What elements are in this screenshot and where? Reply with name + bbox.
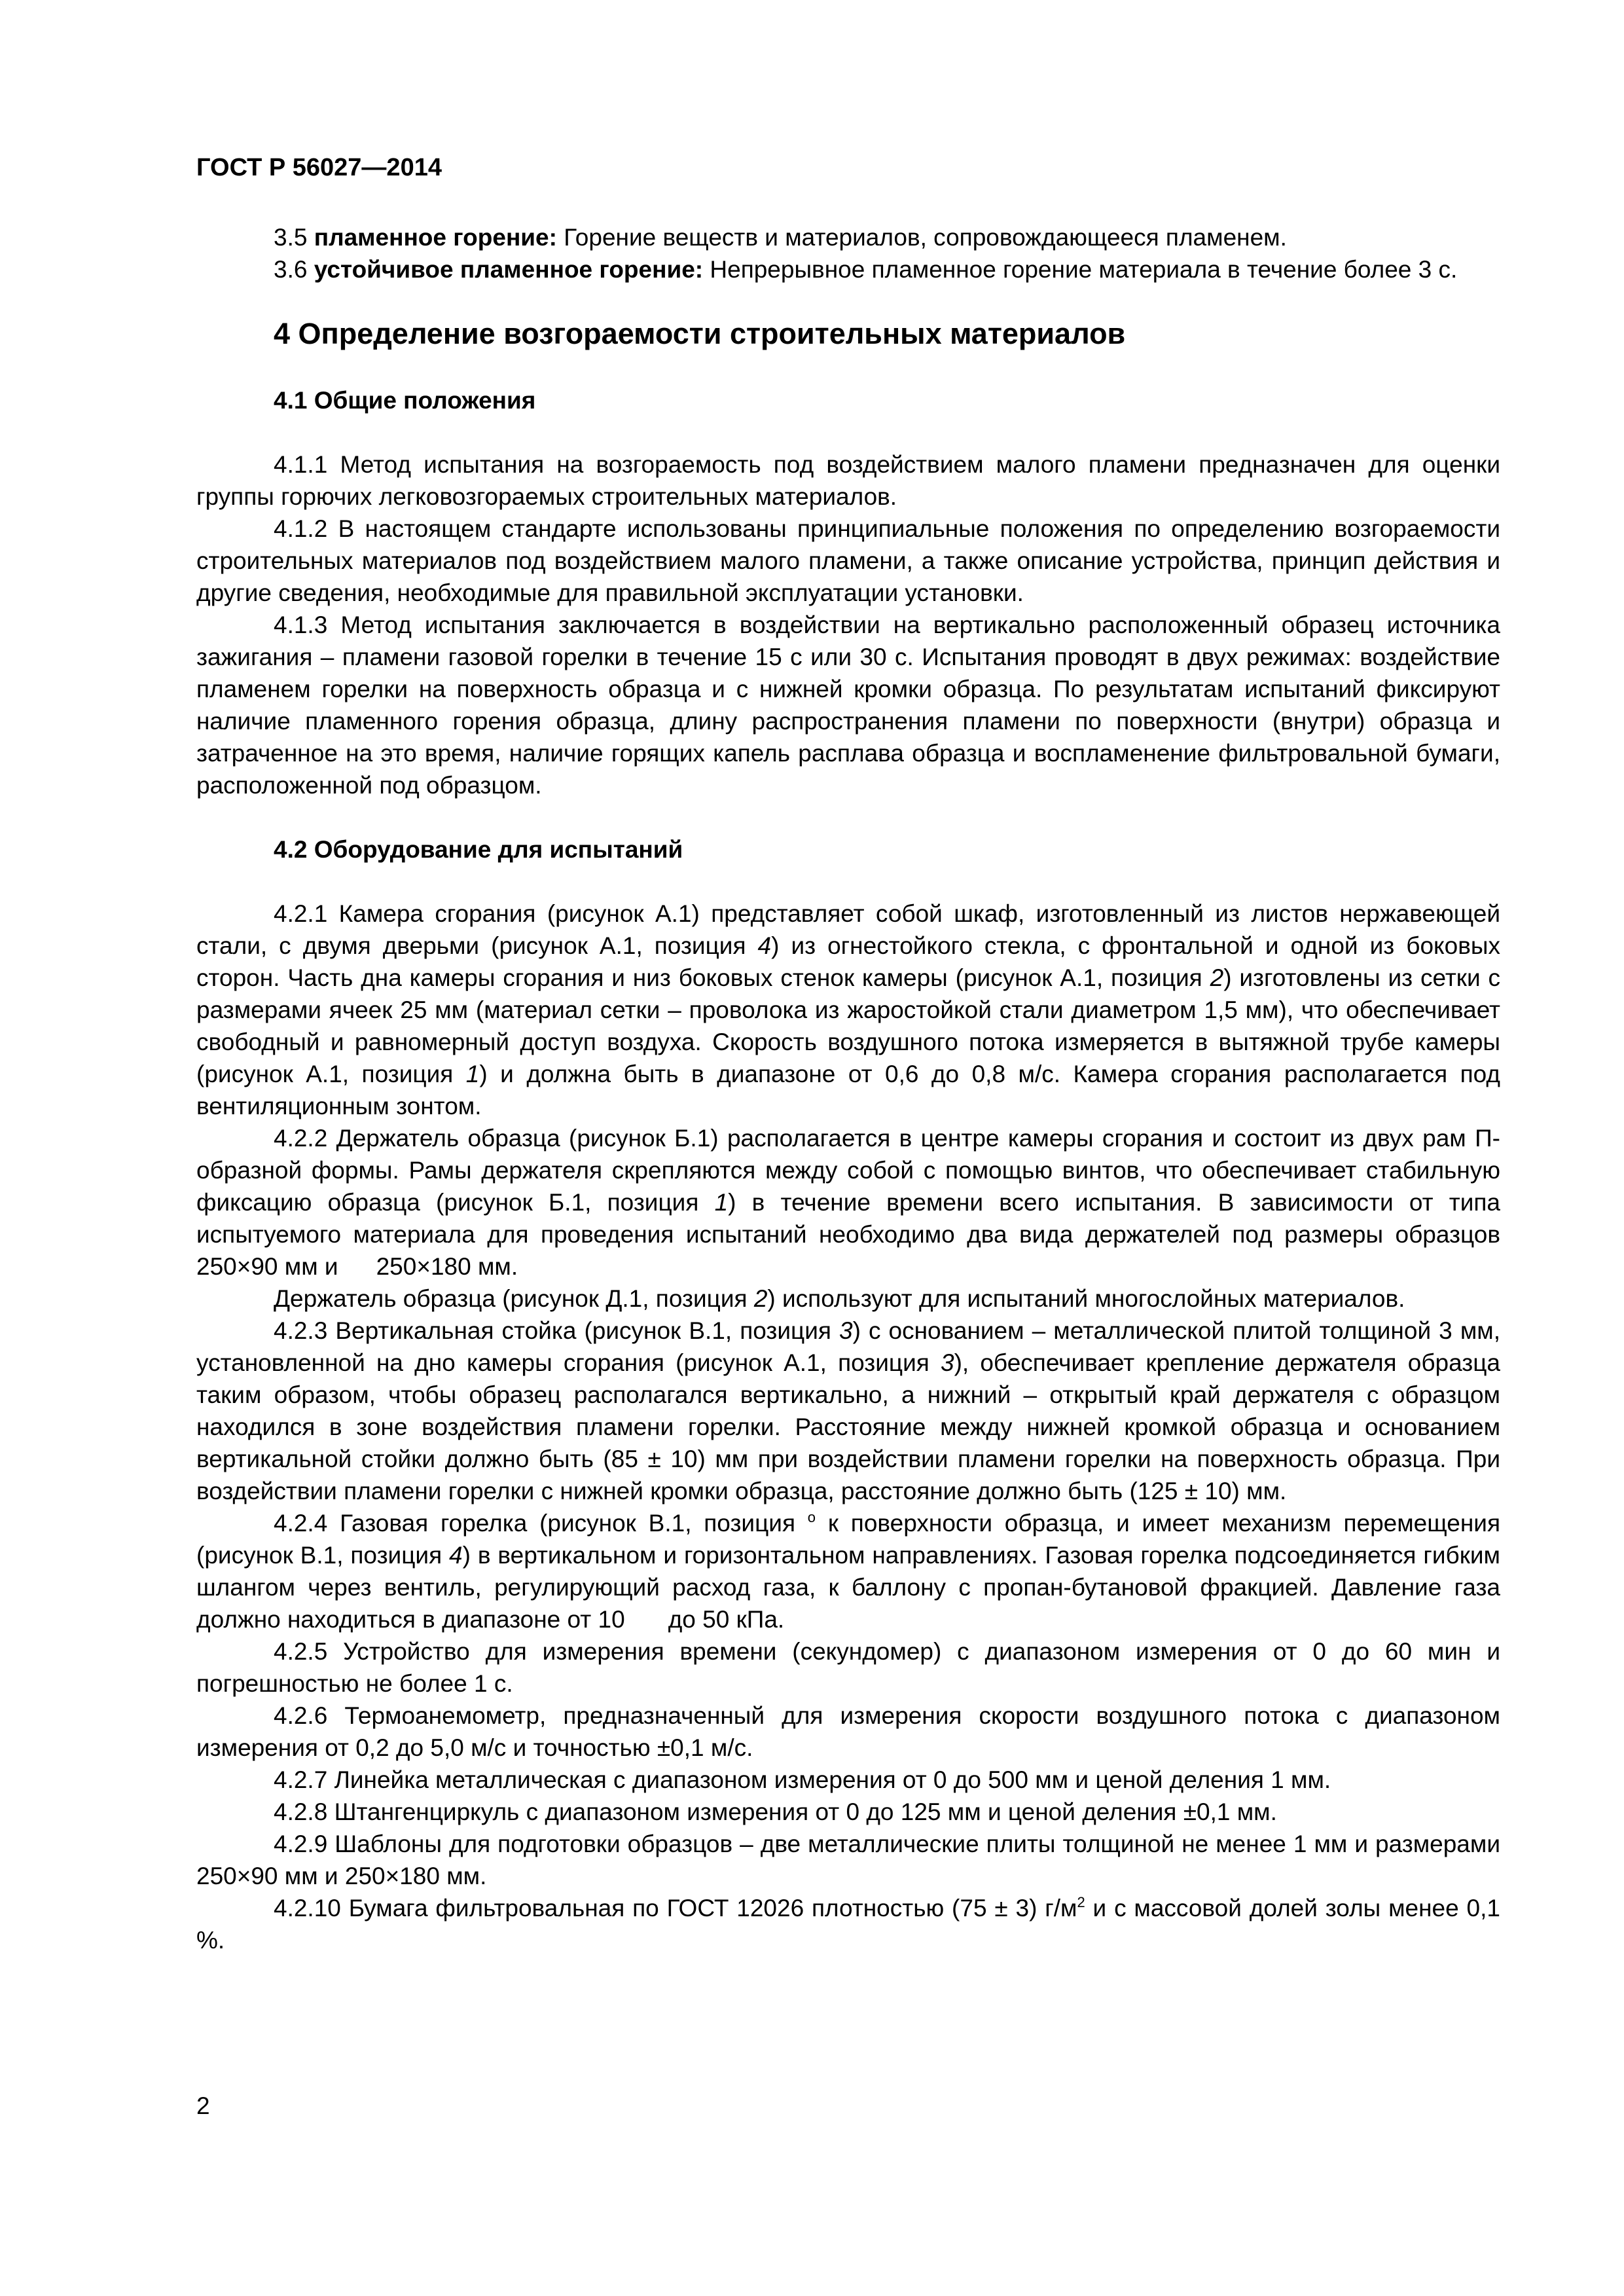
definition-3-6 (196, 253, 1500, 285)
text-run: ) в течение времени всего испытания. В зависимости от типа испытуемого материала для проведения испытаний необходимо два вида держателей под размеры образцов 250×90 мм и (196, 1189, 1500, 1280)
text-run: до 50 кПа. (668, 1606, 785, 1633)
paragraph-4-1-3: 4.1.3 Метод испытания заключается в воздействии на вертикально расположенный образец источника зажигания – пламени газовой горелки в течение 15 с или 30 с. Испытания проводят в двух режимах: воздействие пламенем горелки на поверхность образца и с нижней кромки образца. По результатам испытаний фиксируют наличие пламенного горения образца, длину распространения пламени по поверхности (внутри) образца и затраченное на это время, наличие горящих капель расплава образца и воспламенение фильтровальной бумаги, расположенной под образцом. (196, 611, 1500, 799)
position-number: 3 (839, 1317, 853, 1344)
text-run: 250×180 мм. (376, 1253, 518, 1280)
paragraph-4-2-6: 4.2.6 Термоанемометр, предназначенный для измерения скорости воздушного потока с диапазоном измерения от 0,2 до 5,0 м/с и точностью ±0,1 м/с. (196, 1702, 1500, 1761)
definition-text: Непрерывное пламенное горение материала в течение более 3 с. (710, 256, 1458, 283)
text-run: 4.2.2 Держатель образца (рисунок Б.1) располагается в центре камеры сгорания и состоит из двух рам П-образной формы. Рамы держателя скрепляются между собой с помощью винтов, что обеспечивает стабильную фиксацию образца (рисунок Б.1, позиция (196, 1125, 1500, 1216)
definition-term: устойчивое пламенное горение: (314, 256, 704, 283)
standard-header: ГОСТ Р 56027—2014 (196, 154, 442, 181)
page-number: 2 (196, 2092, 210, 2119)
position-number: 1 (714, 1189, 729, 1216)
text-run: 4.2.4 Газовая горелка (рисунок В.1, позиция (274, 1510, 808, 1537)
text-run: ) изготовлены из сетки с размерами ячеек 25 мм (материал сетки – проволока из жаростойкой стали диаметром 1,5 мм), что обеспечивает свободный и равномерный доступ воздуха. Скорость воздушного потока измеряется в вытяжной трубе камеры (рисунок А.1, позиция (196, 964, 1500, 1087)
paragraph-4-2-7: 4.2.7 Линейка металлическая с диапазоном измерения от 0 до 500 мм и ценой деления 1 мм. (274, 1766, 1331, 1793)
subsection-4-2-title: 4.2 Оборудование для испытаний (274, 836, 683, 863)
position-number: 3 (940, 1349, 954, 1376)
text-run: ) с основанием – металлической плитой толщиной 3 мм, установленной на дно камеры сгорания (рисунок А.1, позиция (196, 1317, 1500, 1376)
paragraph-4-2-9: 4.2.9 Шаблоны для подготовки образцов – две металлические плиты толщиной не менее 1 мм и размерами 250×90 мм и 250×180 мм. (196, 1831, 1500, 1889)
text-run: к поверхности образца, и имеет механизм перемещения (рисунок В.1, позиция (196, 1510, 1500, 1569)
paragraph-4-2-3 (196, 1315, 1500, 1507)
paragraph-4-1-1: 4.1.1 Метод испытания на возгораемость под воздействием малого пламени предназначен для оценки группы горючих легковозгораемых строительных материалов. (196, 451, 1500, 510)
subsection-4-1-title: 4.1 Общие положения (274, 387, 536, 414)
text-run: 4.2.10 Бумага фильтровальная по ГОСТ 12026 плотностью (75 ± 3) г/м (274, 1895, 1077, 1922)
text-run: 4.2.1 Камера сгорания (рисунок А.1) представляет собой шкаф, изготовленный из листов нержавеющей стали, с двумя дверьми (рисунок А.1, позиция (196, 900, 1500, 959)
position-number: 1 (465, 1061, 480, 1087)
text-run: ), обеспечивает крепление держателя образца таким образом, чтобы образец располагался вертикально, а нижний – открытый край держателя с образцом находился в зоне воздействия пламени горелки. Расстояние между нижней кромкой образца и основанием вертикальной стойки должно быть (85 ± 10) мм при воздействии пламени горелки на поверхность образца. При воздействии пламени горелки с нижней кромки образца, расстояние должно быть (125 ± 10) мм. (196, 1349, 1500, 1504)
text-run: ) из огнестойкого стекла, с фронтальной и одной из боковых сторон. Часть дна камеры сгорания и низ боковых стенок камеры (рисунок А.1, позиция (196, 932, 1500, 991)
definition-number: 3.5 (274, 224, 308, 251)
paragraph-4-2-2 (196, 1122, 1500, 1283)
paragraph-4-1-2: 4.1.2 В настоящем стандарте использованы принципиальные положения по определению возгораемости строительных материалов под воздействием малого пламени, а также описание устройства, принцип действия и другие сведения, необходимые для правильной эксплуатации установки. (196, 515, 1500, 606)
text-run: 4.2.3 Вертикальная стойка (рисунок В.1, позиция (274, 1317, 839, 1344)
text-run: и с массовой долей золы менее 0,1 %. (196, 1895, 1500, 1954)
superscript: 2 (1077, 1894, 1085, 1910)
paragraph-4-2-2-holder (196, 1283, 1500, 1315)
position-number: 4 (449, 1542, 463, 1569)
paragraph-4-2-5: 4.2.5 Устройство для измерения времени (секундомер) с диапазоном измерения от 0 до 60 мин и погрешностью не более 1 с. (196, 1638, 1500, 1697)
text-run: ) в вертикальном и горизонтальном направлениях. Газовая горелка подсоединяется гибким шлангом через вентиль, регулирующий расход газа, к баллону с пропан-бутановой фракцией. Давление газа должно находиться в диапазоне от 10 (196, 1542, 1500, 1633)
definition-3-5 (196, 221, 1500, 253)
definition-number: 3.6 (274, 256, 308, 283)
position-number: 2 (753, 1285, 768, 1312)
paragraph-4-2-8: 4.2.8 Штангенциркуль с диапазоном измерения от 0 до 125 мм и ценой деления ±0,1 мм. (274, 1798, 1277, 1825)
definition-text: Горение веществ и материалов, сопровождающееся пламенем. (564, 224, 1287, 251)
degree-mark: o (807, 1509, 816, 1525)
page-content (196, 152, 1500, 1956)
paragraph-4-2-1 (196, 898, 1500, 1122)
text-run: ) и должна быть в диапазоне от 0,6 до 0,8 м/с. Камера сгорания располагается под вентиляционным зонтом. (196, 1061, 1501, 1120)
text-run: Держатель образца (рисунок Д.1, позиция (274, 1285, 754, 1312)
section-4-title: 4 Определение возгораемости строительных материалов (274, 317, 1126, 350)
position-number: 2 (1210, 964, 1224, 991)
position-number: 4 (757, 932, 772, 959)
text-run: ) используют для испытаний многослойных материалов. (767, 1285, 1405, 1312)
paragraph-4-2-4 (196, 1507, 1500, 1635)
paragraph-4-2-10 (196, 1892, 1500, 1956)
definition-term: пламенное горение: (314, 224, 557, 251)
